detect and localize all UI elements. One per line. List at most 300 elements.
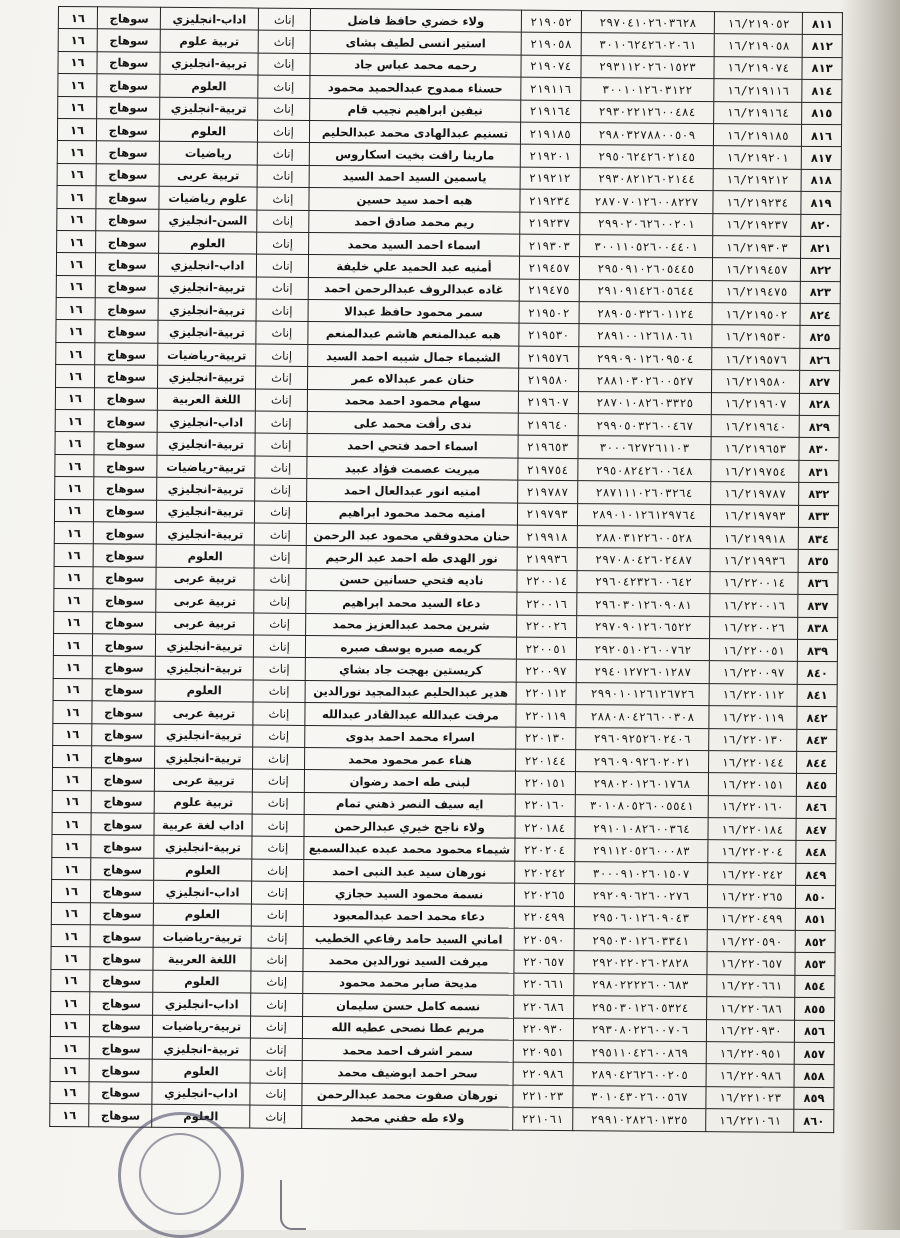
applicant-name-cell: تسنيم عبدالهادى محمد عبدالحليم (310, 120, 520, 144)
group-code-cell: ١٦ (58, 74, 97, 97)
applicant-name-cell: نسمة محمود السيد حجازي (304, 882, 514, 906)
seat-number-cell: ٢٢٠١٨٤ (515, 816, 575, 839)
row-number-cell: ٨٢٨ (799, 393, 839, 416)
group-code-cell: ١٦ (58, 51, 97, 74)
gender-cell: إناث (251, 904, 304, 927)
gender-cell: إناث (252, 702, 305, 725)
group-code-cell: ١٦ (56, 275, 95, 298)
applicant-code-cell: ١٦/٢١٩٧٥٤ (711, 459, 799, 482)
row-number-cell: ٨٤٩ (796, 863, 836, 886)
gender-cell: إناث (257, 165, 310, 188)
applicant-name-cell: دعاء محمد احمد عبدالمعبود (304, 904, 514, 928)
gender-cell: إناث (253, 680, 306, 703)
group-code-cell: ١٦ (56, 342, 95, 365)
group-code-cell: ١٦ (50, 1014, 89, 1037)
applicants-table (49, 6, 843, 1133)
row-number-cell: ٨١٩ (801, 191, 841, 214)
specialization-cell: تربية-رياضيات (153, 1015, 250, 1038)
specialization-cell: اداب-انجليزي (152, 1082, 249, 1105)
seat-number-cell: ٢١٩٢٠١ (520, 144, 580, 167)
seat-number-cell: ٢١٩٢٣٧ (519, 212, 579, 235)
national-id-cell: ٢٨٩١٠٠١٢٦١٨٠٦١ (579, 324, 713, 347)
governorate-cell: سوهاج (89, 1082, 153, 1105)
seat-number-cell: ٢١٩٤٥٧ (519, 256, 579, 279)
specialization-cell: رياضيات (160, 142, 257, 165)
gender-cell: إناث (252, 814, 305, 837)
applicant-name-cell: هبه احمد سيد حسين (309, 188, 519, 212)
group-code-cell: ١٦ (56, 320, 95, 343)
applicant-name-cell: ميرفت السيد نورالدين محمد (303, 949, 513, 973)
gender-cell: إناث (251, 836, 304, 859)
row-number-cell: ٨٣٠ (799, 438, 839, 461)
applicant-code-cell: ١٦/٢١٩٩٣٦ (710, 549, 798, 572)
governorate-cell: سوهاج (90, 970, 154, 993)
row-number-cell: ٨٢٤ (800, 303, 840, 326)
group-code-cell: ١٦ (54, 589, 93, 612)
specialization-cell: تربية-انجليزي (158, 321, 255, 344)
applicant-code-cell: ١٦/٢٢٠٢٦٥ (708, 885, 796, 908)
applicant-name-cell: نور الهدى طه احمد عبد الرحيم (306, 546, 516, 570)
governorate-cell: سوهاج (97, 29, 161, 52)
specialization-cell: اللغة العربية (153, 948, 250, 971)
governorate-cell: سوهاج (93, 499, 157, 522)
row-number-cell: ٨٥٣ (795, 953, 835, 976)
governorate-cell: سوهاج (96, 119, 160, 142)
applicant-name-cell: حنان عمر عبدالاه عمر (308, 367, 518, 391)
national-id-cell: ٢٨٩٠١٠١٢٦١٢٩٧٦٤ (577, 503, 711, 526)
row-number-cell: ٨٤٧ (796, 818, 836, 841)
specialization-cell: العلوم (152, 1104, 249, 1127)
specialization-cell: العلوم (160, 74, 257, 97)
gender-cell: إناث (258, 30, 311, 53)
governorate-cell: سوهاج (95, 298, 159, 321)
group-code-cell: ١٦ (57, 141, 96, 164)
gender-cell: إناث (255, 344, 308, 367)
group-code-cell: ١٦ (57, 208, 96, 231)
group-code-cell: ١٦ (52, 835, 91, 858)
governorate-cell: سوهاج (97, 74, 161, 97)
applicant-name-cell: اسماء احمد فتحي احمد (307, 434, 517, 458)
row-number-cell: ٨٢٣ (800, 281, 840, 304)
national-id-cell: ٢٨٨٠٨٠٤٢٦٦٠٠٣٠٨ (576, 705, 710, 728)
row-number-cell: ٨٥٢ (795, 930, 835, 953)
seat-number-cell: ٢١٩١٦٤ (520, 100, 580, 123)
national-id-cell: ٢٩٧٠٤١٠٢٦٠٣٦٢٨ (581, 11, 715, 34)
applicant-name-cell: ناديه فتحي حسانين حسن (306, 568, 516, 592)
applicant-name-cell: ولاء خضري حافظ فاضل (311, 8, 521, 32)
applicant-name-cell: دعاء السيد محمد ابراهيم (306, 591, 516, 615)
applicant-name-cell: هدير عبدالحليم عبدالمجيد نورالدين (305, 680, 515, 704)
governorate-cell: سوهاج (95, 320, 159, 343)
group-code-cell: ١٦ (57, 230, 96, 253)
governorate-cell: سوهاج (93, 522, 157, 545)
national-id-cell: ٢٩٣١١٢٠٢٦٠١٥٢٣ (581, 55, 715, 78)
national-id-cell: ٢٩٣٠٨٠٢٢٦٠٠٧٠٦ (573, 1018, 707, 1041)
national-id-cell: ٢٩٨٠٢٠١٢٦٠١٧٦٨ (575, 772, 709, 795)
group-code-cell: ١٦ (57, 186, 96, 209)
national-id-cell: ٢٩٩٠٢٠٦٢٦٠٠٢٠١ (579, 212, 713, 235)
row-number-cell: ٨٣٩ (798, 639, 838, 662)
governorate-cell: سوهاج (94, 410, 158, 433)
page-edge-shadow (840, 0, 900, 1230)
gender-cell: إناث (257, 187, 310, 210)
national-id-cell: ٢٩٩٠٥٠٣٢٦٠٠٤٦٧ (578, 414, 712, 437)
governorate-cell: سوهاج (94, 387, 158, 410)
gender-cell: إناث (253, 613, 306, 636)
national-id-cell: ٢٩٢٠٥١٠٢٦٠٠٧٦٢ (576, 638, 710, 661)
row-number-cell: ٨٤٨ (796, 841, 836, 864)
specialization-cell: تربية-انجليزي (160, 97, 257, 120)
applicant-code-cell: ١٦/٢٢٠١١٩ (709, 706, 797, 729)
seat-number-cell: ٢٢٠١٤٤ (515, 749, 575, 772)
governorate-cell: سوهاج (89, 1037, 153, 1060)
row-number-cell: ٨١٥ (802, 102, 842, 125)
row-number-cell: ٨٤٦ (796, 796, 836, 819)
seat-number-cell: ٢١٩٧٩٣ (517, 503, 577, 526)
applicant-name-cell: نورهان صفوت محمد عبدالرحمن (302, 1083, 512, 1107)
applicant-name-cell: سحر احمد ابوضيف محمد (302, 1061, 512, 1085)
row-number-cell: ٨٢٢ (801, 259, 841, 282)
gender-cell: إناث (257, 98, 310, 121)
national-id-cell: ٢٩٥٠٨٢٤٢٦٠٠٦٤٨ (578, 458, 712, 481)
applicant-name-cell: امنيه محمد محمود ابراهيم (307, 501, 517, 525)
gender-cell: إناث (253, 635, 306, 658)
applicant-code-cell: ١٦/٢١٩٤٥٧ (713, 258, 801, 281)
applicant-code-cell: ١٦/٢٢٠١٦٠ (708, 795, 796, 818)
official-seal-icon (118, 1112, 244, 1238)
row-number-cell: ٨٤٣ (797, 729, 837, 752)
group-code-cell: ١٦ (52, 768, 91, 791)
specialization-cell: العلوم (155, 679, 252, 702)
group-code-cell: ١٦ (55, 410, 94, 433)
group-code-cell: ١٦ (56, 365, 95, 388)
applicant-code-cell: ١٦/٢٢٠٦٨٦ (707, 997, 795, 1020)
national-id-cell: ٣٠٠٠٩١٠٢٦٠١٥٠٧ (574, 861, 708, 884)
applicant-name-cell: رحمه محمد عباس جاد (310, 53, 520, 77)
applicant-code-cell: ١٦/٢١٩٠٧٤ (714, 56, 802, 79)
group-code-cell: ١٦ (55, 387, 94, 410)
national-id-cell: ٢٩٥٠٦٠١٢٦٠٩٠٤٣ (574, 906, 708, 929)
national-id-cell: ٢٩٥١١٠٤٢٦٠٠٨٦٩ (573, 1041, 707, 1064)
governorate-cell: سوهاج (94, 432, 158, 455)
national-id-cell: ٢٩٥٠٣٠١٢٦٠٥٣٢٤ (573, 996, 707, 1019)
seat-number-cell: ٢٢٠٢٠٤ (514, 839, 574, 862)
group-code-cell: ١٦ (57, 118, 96, 141)
governorate-cell: سوهاج (90, 992, 154, 1015)
specialization-cell: تربية-رياضيات (154, 925, 251, 948)
applicant-code-cell: ١٦/٢١٩٢١٢ (713, 168, 801, 191)
governorate-cell: سوهاج (92, 723, 156, 746)
group-code-cell: ١٦ (57, 163, 96, 186)
applicant-name-cell: مرفت عبدالله عبدالقادر عبدالله (305, 703, 515, 727)
seat-number-cell: ٢٢٠١٣٠ (515, 727, 575, 750)
applicant-code-cell: ١٦/٢١٩٥٨٠ (712, 370, 800, 393)
gender-cell: إناث (258, 8, 311, 31)
applicant-name-cell: هبه عبدالمنعم هاشم عبدالمنعم (308, 322, 518, 346)
row-number-cell: ٨٤٢ (797, 706, 837, 729)
applicant-name-cell: ياسمين السيد احمد السيد (309, 165, 519, 189)
national-id-cell: ٢٨٩٠٥٠٣٢٦٠١١٢٤ (579, 302, 713, 325)
governorate-cell: سوهاج (92, 746, 156, 769)
row-number-cell: ٨١٨ (801, 169, 841, 192)
specialization-cell: تربية عربى (155, 701, 252, 724)
national-id-cell: ٢٩٩٠١٠١٢٦١٢٦٧٢٦ (576, 682, 710, 705)
applicant-code-cell: ١٦/٢٢٠١١٢ (709, 683, 797, 706)
seat-number-cell: ٢٢٠٠٥١ (516, 637, 576, 660)
row-number-cell: ٨٣٤ (798, 527, 838, 550)
governorate-cell: سوهاج (94, 477, 158, 500)
row-number-cell: ٨٥٠ (796, 886, 836, 909)
seat-number-cell: ٢١٩٤٧٥ (519, 279, 579, 302)
national-id-cell: ٣٠١٠٦٢٤٢٦٠٢٠٦١ (581, 33, 715, 56)
specialization-cell: اداب-انجليزي (161, 7, 258, 30)
applicant-code-cell: ١٦/٢١٩٠٥٨ (714, 34, 802, 57)
applicant-code-cell: ١٦/٢٢٠١٥١ (709, 773, 797, 796)
seat-number-cell: ٢٢١٠٦١ (512, 1107, 572, 1130)
applicant-code-cell: ١٦/٢٢٠٩٣٠ (707, 1019, 795, 1042)
governorate-cell: سوهاج (89, 1014, 153, 1037)
applicant-code-cell: ١٦/٢٢٠١٤٤ (709, 751, 797, 774)
national-id-cell: ٢٩١١٢٠٥٢٦٠٠٠٨٣ (575, 839, 709, 862)
row-number-cell: ٨٢٩ (799, 415, 839, 438)
national-id-cell: ٢٨٨٠٣١٢٢٦٠٠٥٢٨ (577, 526, 711, 549)
national-id-cell: ٢٩٤٠١٢٧٢٦٠١٢٨٧ (576, 660, 710, 683)
group-code-cell: ١٦ (53, 656, 92, 679)
applicant-name-cell: ولاء ناجح خيري عبدالرحمن (304, 815, 514, 839)
seat-number-cell: ٢١٩٥٠٢ (519, 301, 579, 324)
seat-number-cell: ٢١٩٩١٨ (517, 525, 577, 548)
national-id-cell: ٢٨٧٠١٠٨٢٦٠٣٣٢٥ (578, 391, 712, 414)
governorate-cell: سوهاج (93, 544, 157, 567)
applicant-name-cell: ولاء طه حفني محمد (302, 1106, 512, 1130)
group-code-cell: ١٦ (53, 633, 92, 656)
national-id-cell: ٣٠١٠٨٠٥٢٦٠٠٥٥٤١ (575, 794, 709, 817)
specialization-cell: تربية-انجليزي (153, 1037, 250, 1060)
group-code-cell: ١٦ (51, 992, 90, 1015)
applicant-name-cell: سمر اشرف احمد محمد (303, 1038, 513, 1062)
applicant-code-cell: ١٦/٢٢١٠٢٣ (706, 1086, 794, 1109)
specialization-cell: تربية-انجليزي (160, 52, 257, 75)
group-code-cell: ١٦ (54, 544, 93, 567)
applicant-code-cell: ١٦/٢٢٠٤٩٩ (707, 907, 795, 930)
national-id-cell: ٢٩١٠١٠٨٢٦٠٠٣٦٤ (575, 817, 709, 840)
governorate-cell: سوهاج (95, 275, 159, 298)
group-code-cell: ١٦ (51, 947, 90, 970)
applicant-name-cell: غاده عبدالروف عبدالرحمن احمد (309, 277, 519, 301)
applicant-name-cell: نسمه كامل حسن سليمان (303, 994, 513, 1018)
row-number-cell: ٨٣٦ (798, 572, 838, 595)
applicant-name-cell: مديحة صابر محمد محمود (303, 971, 513, 995)
governorate-cell: سوهاج (96, 208, 160, 231)
seat-number-cell: ٢١٩٥٧٦ (518, 346, 578, 369)
applicant-code-cell: ١٦/٢٢٠٠٢٦ (710, 616, 798, 639)
gender-cell: إناث (256, 210, 309, 233)
seat-number-cell: ٢١٩٦٥٣ (518, 436, 578, 459)
seat-number-cell: ٢٢٠٠٢٦ (516, 615, 576, 638)
seat-number-cell: ٢١٩٧٨٧ (517, 480, 577, 503)
gender-cell: إناث (252, 769, 305, 792)
applicant-name-cell: شرين محمد عبدالعزيز محمد (306, 613, 516, 637)
gender-cell: إناث (254, 478, 307, 501)
applicant-name-cell: ميريت عصمت فؤاد عبيد (307, 456, 517, 480)
applicant-name-cell: كريستين بهجت جاد بشاي (306, 658, 516, 682)
applicant-code-cell: ١٦/٢٢٠٠٩٧ (709, 661, 797, 684)
specialization-cell: العلوم (160, 119, 257, 142)
applicant-code-cell: ١٦/٢٢٠٠٥١ (710, 639, 798, 662)
specialization-cell: تربية-انجليزي (158, 366, 255, 389)
row-number-cell: ٨١١ (802, 12, 842, 35)
specialization-cell: العلوم (157, 545, 254, 568)
specialization-cell: تربية-انجليزي (157, 433, 254, 456)
specialization-cell: تربية-رياضيات (157, 455, 254, 478)
national-id-cell: ٢٩٦٠٩٠٩٢٦٠٢٠٢١ (575, 749, 709, 772)
row-number-cell: ٨٥٥ (795, 998, 835, 1021)
row-number-cell: ٨٢٧ (800, 371, 840, 394)
national-id-cell: ٢٩٧٠٩٠١٢٦٠٦٥٢٢ (576, 615, 710, 638)
seat-number-cell: ٢١٩١٨٥ (520, 122, 580, 145)
national-id-cell: ٢٩٢٠٢٢٠٢٦٠٢٨٢٨ (574, 951, 708, 974)
specialization-cell: تربية-رياضيات (158, 343, 255, 366)
specialization-cell: العلوم (153, 970, 250, 993)
group-code-cell: ١٦ (51, 902, 90, 925)
applicant-code-cell: ١٦/٢١٩٢٣٤ (713, 191, 801, 214)
row-number-cell: ٨٦٠ (794, 1109, 834, 1132)
row-number-cell: ٨٢٥ (800, 326, 840, 349)
applicant-code-cell: ١٦/٢١٩٥٣٠ (712, 325, 800, 348)
specialization-cell: اداب-انجليزي (153, 992, 250, 1015)
applicant-name-cell: ايه سيف النصر ذهني تمام (304, 792, 514, 816)
row-number-cell: ٨٤٤ (797, 751, 837, 774)
gender-cell: إناث (258, 53, 311, 76)
group-code-cell: ١٦ (53, 723, 92, 746)
group-code-cell: ١٦ (52, 813, 91, 836)
applicant-name-cell: نيفين ابراهيم نجيب قام (310, 98, 520, 122)
group-code-cell: ١٦ (55, 477, 94, 500)
row-number-cell: ٨٥٦ (795, 1020, 835, 1043)
group-code-cell: ١٦ (51, 969, 90, 992)
governorate-cell: سوهاج (96, 164, 160, 187)
row-number-cell: ٨١٣ (802, 57, 842, 80)
specialization-cell: تربية عربى (156, 612, 253, 635)
applicant-name-cell: سهام محمود احمد محمد (308, 389, 518, 413)
applicant-name-cell: امنيه انور عبدالعال احمد (307, 479, 517, 503)
gender-cell: إناث (254, 501, 307, 524)
row-number-cell: ٨٥٧ (794, 1042, 834, 1065)
seat-number-cell: ٢٢٠٩٣٠ (513, 1018, 573, 1041)
governorate-cell: سوهاج (91, 813, 155, 836)
applicant-code-cell: ١٦/٢٢٠٩٥١ (706, 1042, 794, 1065)
applicant-code-cell: ١٦/٢٢٠١٨٤ (708, 818, 796, 841)
applicants-table-body (50, 7, 843, 1133)
governorate-cell: سوهاج (89, 1104, 153, 1127)
applicant-code-cell: ١٦/٢١٩٢٠١ (713, 146, 801, 169)
specialization-cell: العلوم (154, 858, 251, 881)
seat-number-cell: ٢١٩٠٥٨ (521, 33, 581, 56)
governorate-cell: سوهاج (91, 790, 155, 813)
seat-number-cell: ٢١٩٣٠٣ (519, 234, 579, 257)
national-id-cell: ٢٩٢٠٩٠٦٢٦٠٠٢٧٦ (574, 884, 708, 907)
governorate-cell: سوهاج (92, 701, 156, 724)
gender-cell: إناث (253, 590, 306, 613)
gender-cell: إناث (252, 725, 305, 748)
national-id-cell: ٣٠٠٠٦٢٧٢٦١١٠٣ (578, 436, 712, 459)
specialization-cell: السن-انجليزي (159, 209, 256, 232)
seat-number-cell: ٢٢٠١٥١ (515, 771, 575, 794)
row-number-cell: ٨٣١ (799, 460, 839, 483)
applicant-name-cell: مارينا رافت بخيت اسكاروس (310, 143, 520, 167)
seat-number-cell: ٢٢٠٢٦٥ (514, 883, 574, 906)
gender-cell: إناث (250, 1016, 303, 1039)
applicant-code-cell: ١٦/٢١٩٥٧٦ (712, 348, 800, 371)
governorate-cell: سوهاج (90, 880, 154, 903)
gender-cell: إناث (252, 792, 305, 815)
applicant-code-cell: ١٦/٢٢٠٢٠٤ (708, 840, 796, 863)
governorate-cell: سوهاج (89, 1059, 153, 1082)
specialization-cell: تربية-انجليزي (156, 634, 253, 657)
seat-number-cell: ٢٢٠٩٨٦ (513, 1062, 573, 1085)
official-seal-inner-ring (139, 1133, 221, 1215)
applicant-code-cell: ١٦/٢١٩٧٨٧ (711, 482, 799, 505)
group-code-cell: ١٦ (58, 96, 97, 119)
seat-number-cell: ٢١٩٦٤٠ (518, 413, 578, 436)
group-code-cell: ١٦ (58, 29, 97, 52)
governorate-cell: سوهاج (94, 365, 158, 388)
gender-cell: إناث (257, 120, 310, 143)
row-number-cell: ٨٣٢ (799, 483, 839, 506)
applicant-code-cell: ١٦/٢١٩٠٥٢ (715, 12, 803, 35)
national-id-cell: ٢٩٦٠٣٠١٢٦٠٩٠٨١ (576, 593, 710, 616)
specialization-cell: اداب-انجليزي (158, 410, 255, 433)
applicant-name-cell: مريم عطا نصحى عطيه الله (303, 1016, 513, 1040)
applicant-name-cell: ندى رأفت محمد على (307, 412, 517, 436)
applicant-code-cell: ١٦/٢١٩١١٦ (714, 79, 802, 102)
applicant-code-cell: ١٦/٢١٩١٨٥ (714, 124, 802, 147)
row-number-cell: ٨٢٠ (801, 214, 841, 237)
national-id-cell: ٢٩٣٠٨٢١٢٦٠٢١٤٤ (580, 167, 714, 190)
governorate-cell: سوهاج (92, 656, 156, 679)
national-id-cell: ٣٠١٠٤٣٠٢٦٠٠٥٦٧ (573, 1085, 707, 1108)
group-code-cell: ١٦ (50, 1081, 89, 1104)
group-code-cell: ١٦ (50, 1059, 89, 1082)
national-id-cell: ٢٩٧٠٨٠٤٢٦٠٢٤٨٧ (577, 548, 711, 571)
specialization-cell: تربية-انجليزي (157, 522, 254, 545)
group-code-cell: ١٦ (54, 566, 93, 589)
gender-cell: إناث (251, 881, 304, 904)
specialization-cell: اللغة العربية (158, 388, 255, 411)
governorate-cell: سوهاج (91, 858, 155, 881)
governorate-cell: سوهاج (93, 567, 157, 590)
row-number-cell: ٨٤٥ (796, 774, 836, 797)
applicant-name-cell: اماني السيد حامد رفاعي الخطيب (303, 926, 513, 950)
row-number-cell: ٨٣٧ (798, 594, 838, 617)
national-id-cell: ٢٨٧٠٧٠١٢٦٠٠٨٢٢٧ (580, 190, 714, 213)
national-id-cell: ٢٩٦٠٤٢٣٢٦٠٠٦٤٢ (577, 570, 711, 593)
specialization-cell: تربية عربى (155, 769, 252, 792)
applicant-code-cell: ١٦/٢٢٠٠١٤ (710, 571, 798, 594)
governorate-cell: سوهاج (93, 611, 157, 634)
gender-cell: إناث (254, 568, 307, 591)
national-id-cell: ٢٨٨١٠٣٠٢٦٠٠٥٢٧ (578, 369, 712, 392)
applicant-code-cell: ١٦/٢١٩٦٠٧ (712, 392, 800, 415)
national-id-cell: ٢٩٣٠٢٢١٢٦٠٠٤٨٤ (580, 100, 714, 123)
seat-number-cell: ٢٢٠٥٩٠ (514, 928, 574, 951)
applicant-code-cell: ١٦/٢١٩٦٥٣ (711, 437, 799, 460)
specialization-cell: تربية عربى (156, 589, 253, 612)
row-number-cell: ٨٢٦ (800, 348, 840, 371)
gender-cell: إناث (254, 523, 307, 546)
gender-cell: إناث (257, 75, 310, 98)
specialization-cell: اداب-انجليزي (154, 881, 251, 904)
